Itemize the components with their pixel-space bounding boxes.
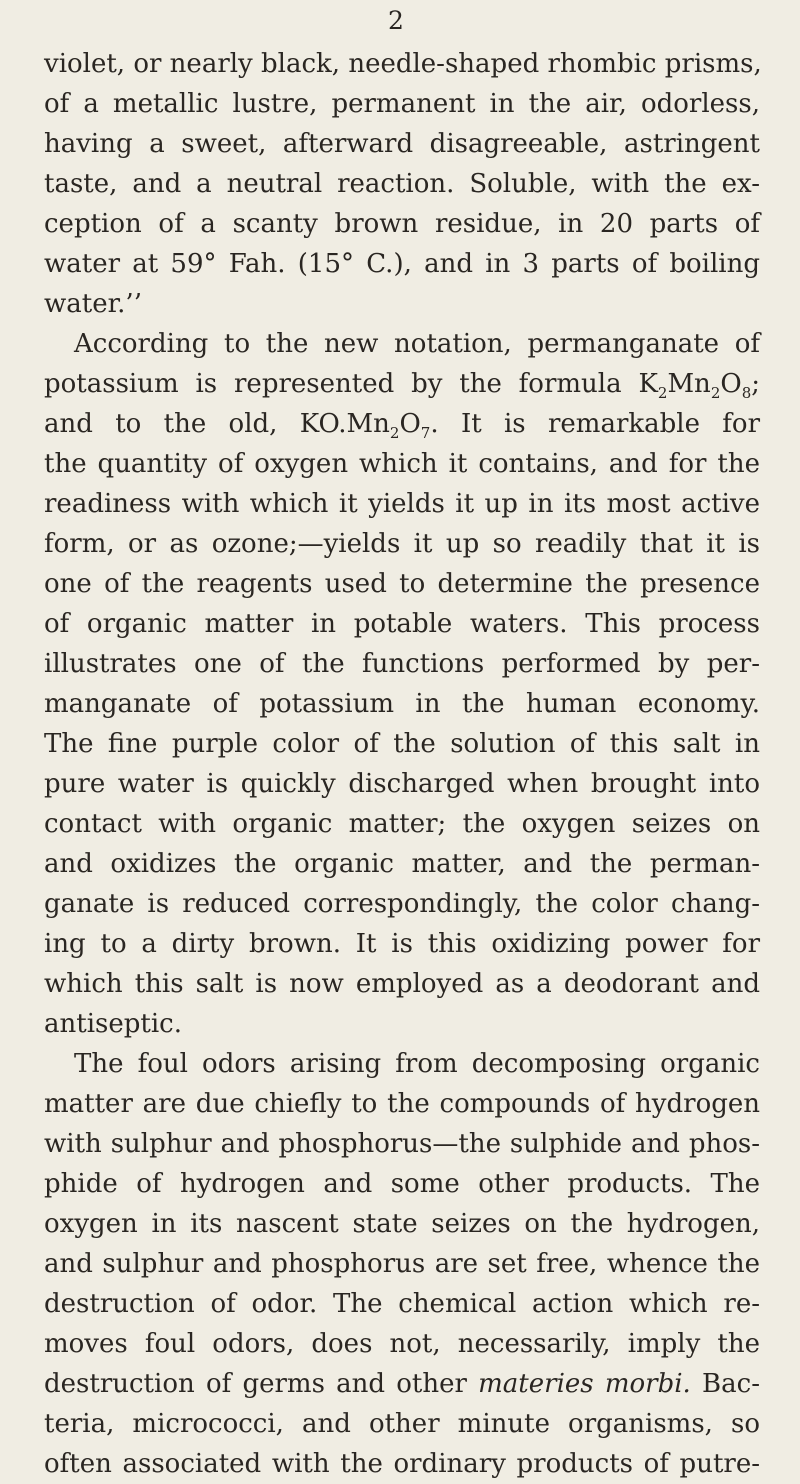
text-line: readiness with which it yields it up in its most active [44, 489, 760, 519]
text-line: moves foul odors, does not, necessarily, imply the [44, 1329, 760, 1359]
text-fragment: potassium is represented by the formula [44, 369, 639, 399]
text-line: the quantity of oxygen which it contains, and for the [44, 449, 760, 479]
formula-line [44, 364, 760, 404]
text-fragment: Bac- [690, 1369, 760, 1399]
text-line: matter are due chiefly to the compounds of hydrogen [44, 1089, 760, 1119]
text-line: which this salt is now employed as a deodorant and [44, 969, 760, 999]
text-line: and sulphur and phosphorus are set free, whence the [44, 1249, 760, 1279]
italic-phrase-line [44, 1364, 760, 1404]
text-line: destruction of odor. The chemical action which re- [44, 1289, 760, 1319]
formula-line: and to the old, $KO.Mn_2O_7$. It is remarkable for [44, 409, 761, 442]
text-line: oxygen in its nascent state seizes on the hydrogen, [44, 1209, 760, 1239]
text-line: with sulphur and phosphorus—the sulphide and phos- [44, 1129, 760, 1159]
text-line: of a metallic lustre, permanent in the air, odorless, [44, 89, 760, 119]
paragraph-start-line: The foul odors arising from decomposing organic [74, 1049, 760, 1079]
text-line: The fine purple color of the solution of this salt in [44, 729, 760, 759]
text-line: ganate is reduced correspondingly, the color chang- [44, 889, 760, 919]
text-line: often associated with the ordinary products of putre- [44, 1449, 760, 1479]
text-line: illustrates one of the functions performed by per- [44, 649, 760, 679]
text-line: contact with organic matter; the oxygen seizes on [44, 809, 760, 839]
text-line: and oxidizes the organic matter, and the perman- [44, 849, 760, 879]
text-line: taste, and a neutral reaction. Soluble, with the ex- [44, 169, 760, 199]
text-line: one of the reagents used to determine the presence [44, 569, 760, 599]
text-fragment: destruction of germs and other [44, 1369, 479, 1399]
text-line: water.’’ [44, 289, 142, 319]
text-fragment: . It is remarkable for [430, 409, 761, 439]
text-line: of organic matter in potable waters. This process [44, 609, 760, 639]
text-line: ception of a scanty brown residue, in 20 parts of [44, 209, 760, 239]
text-line: antiseptic. [44, 1009, 182, 1039]
text-line: violet, or nearly black, needle-shaped rhombic prisms, [44, 49, 762, 79]
text-line: water at 59° Fah. (15° C.), and in 3 parts of boiling [44, 249, 760, 279]
text-line: ing to a dirty brown. It is this oxidizing power for [44, 929, 760, 959]
text-line: manganate of potassium in the human economy. [44, 689, 760, 719]
formula-k2mn2o8: $K_2Mn_2O_8$ [638, 369, 752, 402]
text-fragment: ; [751, 369, 760, 399]
text-line: teria, micrococci, and other minute organisms, so [44, 1409, 760, 1439]
text-line: form, or as ozone;—yields it up so readily that it is [44, 529, 760, 559]
paragraph-start-line: According to the new notation, permanganate of [74, 329, 760, 359]
text-line: having a sweet, afterward disagreeable, astringent [44, 129, 760, 159]
body-text [44, 44, 760, 1484]
text-line: phide of hydrogen and some other products. The [44, 1169, 760, 1199]
page-number: 2 [388, 6, 404, 35]
italic-phrase: materies morbi. [478, 1369, 691, 1399]
text-fragment: and to the old, KO.Mn [44, 409, 390, 439]
text-line: pure water is quickly discharged when brought into [44, 769, 760, 799]
